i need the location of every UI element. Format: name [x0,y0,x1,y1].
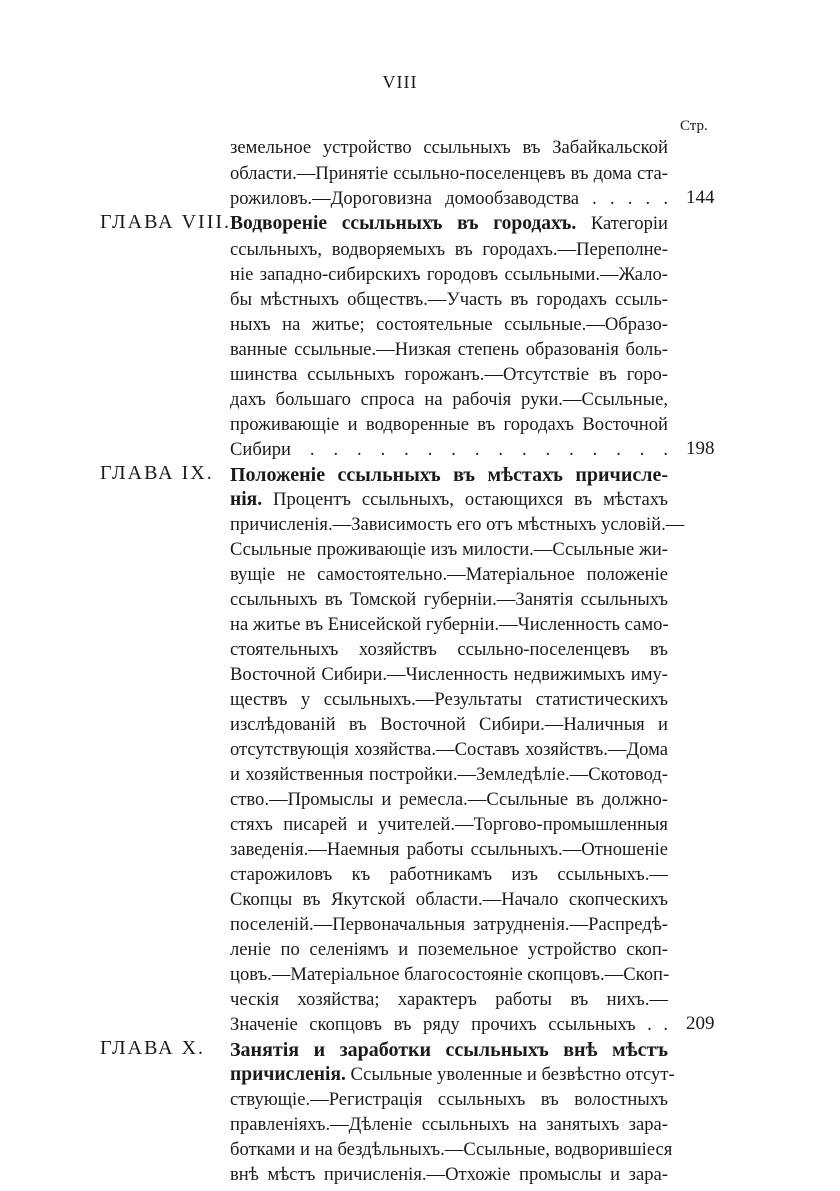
toc-line: ссыльныхъ въ Томской губерніи.—Занятія ссыльныхъ [230,589,668,610]
page-ref: 198 [686,438,715,459]
toc-line: бы мѣстныхъ обществъ.—Участь въ городахъ ссыль- [230,289,668,310]
toc-line: дахъ большаго спроса на рабочія руки.—Ссыльные, [230,389,668,410]
toc-line: ществъ у ссыльныхъ.—Результаты статистическихъ [230,689,668,710]
toc-line: правленіяхъ.—Дѣленіе ссыльныхъ на занятыхъ зара- [230,1114,668,1135]
toc-text: Категоріи [590,213,668,234]
toc-line: проживающіе и водворенные въ городахъ Восточной [230,414,668,435]
toc-line: ныхъ на житье; состоятельные ссыльные.—Образо- [230,314,668,335]
toc-line: причисленія.—Зависимость его отъ мѣстныхъ условій.— [230,514,685,535]
toc-line: рожиловъ.—Дороговизна домообзаводства . . . . . [230,188,668,209]
toc-line: заведенія.—Наемныя работы ссыльныхъ.—Отношеніе [230,839,668,860]
toc-text: Процентъ ссыльныхъ, остающихся въ мѣстахъ [273,489,668,510]
page-number: VIII [382,72,418,92]
chapter-title: Занятія и заработки ссыльныхъ внѣ мѣстъ [230,1039,668,1061]
toc-line: поселеній.—Первоначальныя затрудненія.—Распредѣ- [230,914,668,935]
toc-line: ство.—Промыслы и ремесла.—Ссыльные въ должно- [230,789,668,810]
toc-line [230,212,668,236]
toc-line: вущіе не самостоятельно.—Матеріальное положеніе [230,564,668,585]
toc-line [230,488,668,512]
page-ref: 209 [686,1013,715,1034]
toc-line: и хозяйственныя постройки.—Земледѣліе.—Скотовод- [230,764,668,785]
toc-line: земельное устройство ссыльныхъ въ Забайкальской [230,137,668,158]
page-ref: 144 [686,187,715,208]
toc-line: ботками и на бездѣльныхъ.—Ссыльные, водворившіеся [230,1139,673,1160]
chapter-title: Водвореніе ссыльныхъ въ городахъ. [230,213,577,234]
toc-line: стоятельныхъ хозяйствъ ссыльно-поселенцевъ въ [230,639,668,660]
toc-line: области.—Принятіе ссыльно-поселенцевъ въ дома ста- [230,163,668,184]
toc-line: Сибири . . . . . . . . . . . . . . . . [230,439,668,460]
page-column-header: Стр. [680,118,708,134]
toc-line: леніе по селеніямъ и поземельное устройство скоп- [230,939,668,960]
chapter-title: Положеніе ссыльныхъ въ мѣстахъ причисле- [230,464,668,486]
toc-line: отсутствующія хозяйства.—Составъ хозяйствъ.—Дома [230,739,668,760]
toc-line: Скопцы въ Якутской области.—Начало скопческихъ [230,889,668,910]
toc-line: стяхъ писарей и учителей.—Торгово-промышленныя [230,814,668,835]
toc-line: ствующіе.—Регистрація ссыльныхъ въ волостныхъ [230,1089,668,1110]
toc-line: цовъ.—Матеріальное благосостояніе скопцовъ.—Скоп- [230,964,670,985]
toc-line: Ссыльные проживающіе изъ милости.—Ссыльные жи- [230,539,668,560]
toc-line: Восточной Сибири.—Численность недвижимыхъ иму- [230,664,668,685]
toc-text: Ссыльные уволенные и безвѣстно отсут- [350,1064,675,1085]
chapter-label: ГЛАВА X. [100,1037,206,1059]
chapter-title: нія. [230,489,263,510]
toc-line: старожиловъ къ работникамъ изъ ссыльныхъ.— [230,864,668,885]
toc-line: Значеніе скопцовъ въ ряду прочихъ ссыльныхъ . . [230,1014,668,1035]
toc-line: внѣ мѣстъ причисленія.—Отхожіе промыслы и зара- [230,1164,668,1185]
toc-line [230,1063,675,1087]
toc-line: шинства ссыльныхъ горожанъ.—Отсутствіе въ горо- [230,364,668,385]
toc-line: ніе западно-сибирскихъ городовъ ссыльными.—Жало- [230,264,668,285]
chapter-title: причисленія. [230,1064,346,1085]
toc-line: изслѣдованій въ Восточной Сибири.—Наличныя и [230,714,668,735]
toc-line: ванные ссыльные.—Низкая степень образованія боль- [230,339,668,360]
chapter-label: ГЛАВА VIII. [100,211,232,233]
chapter-label: ГЛАВА IX. [100,462,214,484]
toc-line: ссыльныхъ, водворяемыхъ въ городахъ.—Переполне- [230,239,668,260]
toc-line: на житье въ Енисейской губерніи.—Численность само- [230,614,669,635]
toc-line: ческія хозяйства; характеръ работы въ нихъ.— [230,989,668,1010]
